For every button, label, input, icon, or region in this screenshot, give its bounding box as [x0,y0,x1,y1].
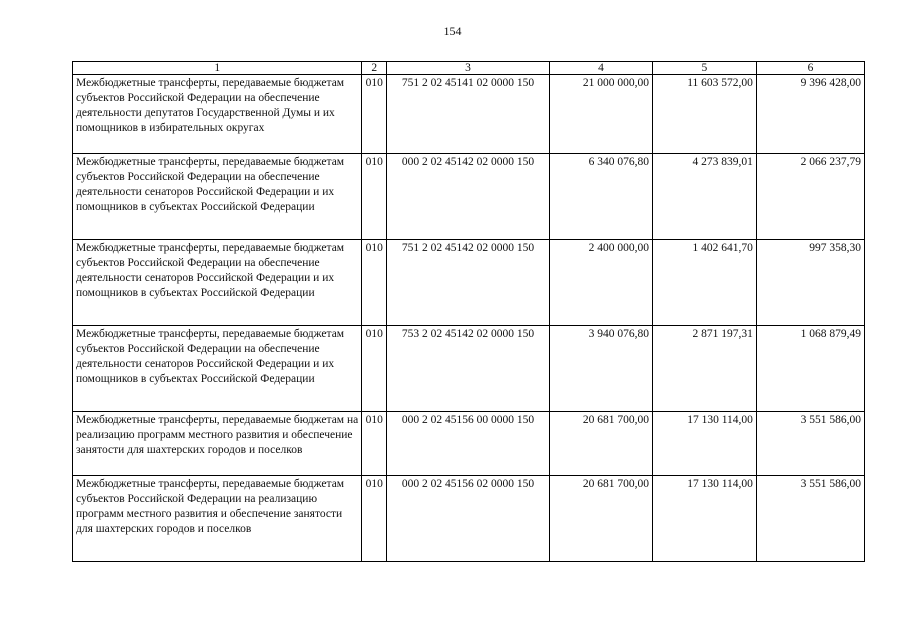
row-col4-value: 3 940 076,80 [550,326,653,412]
table-header-row [73,62,865,75]
row-line-code: 010 [362,476,386,562]
header-col-3: 3 [386,62,549,75]
row-name: Межбюджетные трансферты, передаваемые бюджетам субъектов Российской Федерации на реализацию программ местного развития и обеспечение занятости для шахтерских городов и поселков [73,476,362,562]
row-col6-value: 3 551 586,00 [756,476,864,562]
header-col-6: 6 [756,62,864,75]
row-line-code: 010 [362,154,386,240]
table-row [73,75,865,154]
page-number: 154 [443,24,462,38]
table-row [73,154,865,240]
row-col4-value: 20 681 700,00 [550,412,653,476]
row-name: Межбюджетные трансферты, передаваемые бюджетам субъектов Российской Федерации на обеспечение деятельности сенаторов Российской Федерации и их помощников в субъектах Российской Федерации [73,326,362,412]
row-col5-value: 11 603 572,00 [652,75,756,154]
row-name: Межбюджетные трансферты, передаваемые бюджетам субъектов Российской Федерации на обеспечение деятельности депутатов Государственной Думы и их помощников в избирательных округах [73,75,362,154]
budget-table [72,61,865,562]
row-budget-code: 751 2 02 45142 02 0000 150 [386,240,549,326]
row-col4-value: 21 000 000,00 [550,75,653,154]
row-col6-value: 997 358,30 [756,240,864,326]
row-budget-code: 753 2 02 45142 02 0000 150 [386,326,549,412]
row-line-code: 010 [362,75,386,154]
row-line-code: 010 [362,412,386,476]
row-budget-code: 000 2 02 45156 00 0000 150 [386,412,549,476]
row-name: Межбюджетные трансферты, передаваемые бюджетам на реализацию программ местного развития и обеспечение занятости для шахтерских городов и поселков [73,412,362,476]
row-line-code: 010 [362,326,386,412]
row-name: Межбюджетные трансферты, передаваемые бюджетам субъектов Российской Федерации на обеспечение деятельности сенаторов Российской Федерации и их помощников в субъектах Российской Федерации [73,154,362,240]
row-budget-code: 000 2 02 45142 02 0000 150 [386,154,549,240]
row-col4-value: 20 681 700,00 [550,476,653,562]
row-name: Межбюджетные трансферты, передаваемые бюджетам субъектов Российской Федерации на обеспечение деятельности сенаторов Российской Федерации и их помощников в субъектах Российской Федерации [73,240,362,326]
table-row [73,326,865,412]
row-line-code: 010 [362,240,386,326]
row-col6-value: 2 066 237,79 [756,154,864,240]
header-col-1: 1 [73,62,362,75]
row-col5-value: 17 130 114,00 [652,412,756,476]
table-row [73,240,865,326]
row-col6-value: 9 396 428,00 [756,75,864,154]
table-row [73,412,865,476]
header-col-4: 4 [550,62,653,75]
row-col5-value: 4 273 839,01 [652,154,756,240]
row-budget-code: 751 2 02 45141 02 0000 150 [386,75,549,154]
row-col4-value: 2 400 000,00 [550,240,653,326]
header-col-2: 2 [362,62,386,75]
row-col6-value: 1 068 879,49 [756,326,864,412]
row-col5-value: 1 402 641,70 [652,240,756,326]
row-col5-value: 17 130 114,00 [652,476,756,562]
row-col5-value: 2 871 197,31 [652,326,756,412]
table-row [73,476,865,562]
row-col4-value: 6 340 076,80 [550,154,653,240]
header-col-5: 5 [652,62,756,75]
row-col6-value: 3 551 586,00 [756,412,864,476]
row-budget-code: 000 2 02 45156 02 0000 150 [386,476,549,562]
